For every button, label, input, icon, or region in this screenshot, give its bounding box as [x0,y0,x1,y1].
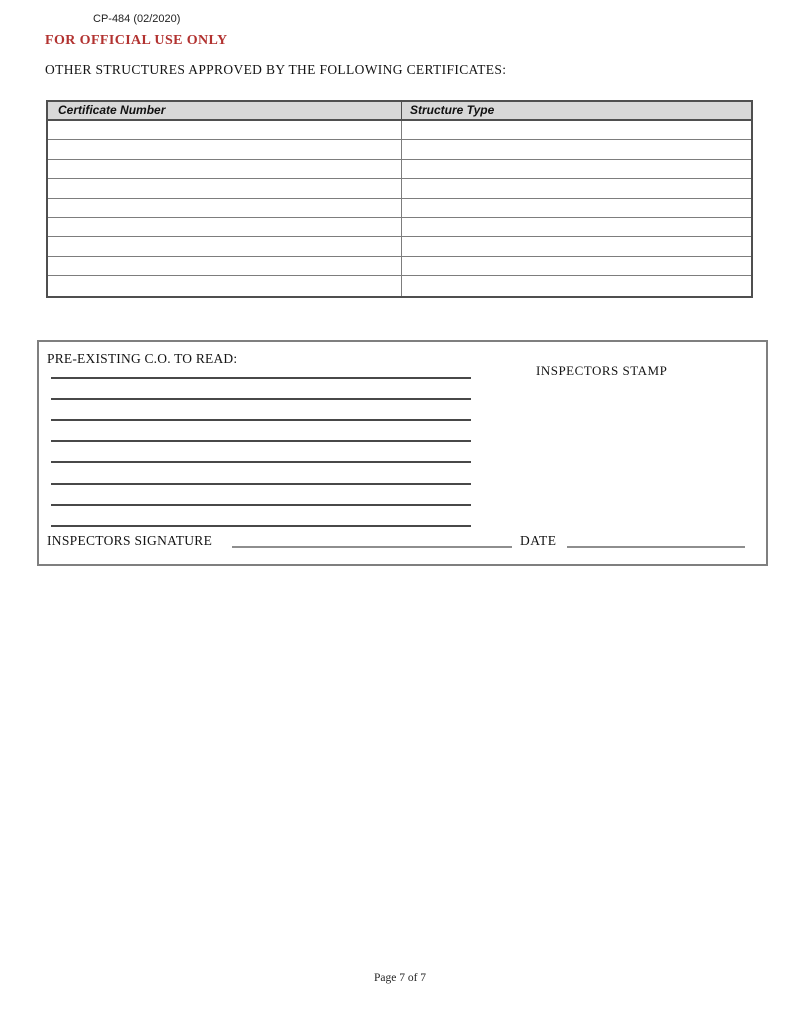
write-in-line [51,400,471,421]
table-row [48,121,751,140]
table-cell [402,237,751,255]
write-in-line [51,379,471,400]
write-in-line [51,442,471,463]
column-header-certificate-number: Certificate Number [48,102,402,119]
write-in-line [51,358,471,379]
write-in-line [51,506,471,527]
table-row [48,237,751,256]
co-box-title: PRE-EXISTING C.O. TO READ: [47,351,238,366]
table-cell [402,179,751,197]
table-cell [402,257,751,275]
table-cell [48,218,402,236]
column-header-structure-type: Structure Type [410,103,495,117]
table-cell [48,237,402,255]
table-cell [402,121,751,139]
page-number: Page 7 of 7 [373,972,427,984]
table-cell [402,140,751,158]
inspectors-signature-label: INSPECTORS SIGNATURE [47,533,213,548]
write-in-line [51,421,471,442]
table-cell [48,160,402,178]
table-cell [402,218,751,236]
table-cell [48,179,402,197]
table-body [48,121,751,296]
table-row [48,218,751,237]
write-in-line [51,485,471,506]
certificates-table [46,100,753,298]
table-cell [48,257,402,275]
inspectors-stamp-label: INSPECTORS STAMP [536,363,668,378]
table-header-row [48,102,751,121]
table-cell [48,140,402,158]
table-row [48,257,751,276]
form-number: CP-484 (02/2020) [93,13,181,25]
co-write-in-lines [51,358,471,528]
table-row [48,140,751,159]
table-row [48,276,751,295]
classification-banner: FOR OFFICIAL USE ONLY [45,33,228,48]
table-cell [402,160,751,178]
date-label: DATE [520,533,557,548]
signature-blank-line [232,532,512,548]
table-row [48,199,751,218]
table-cell [402,276,751,295]
table-row [48,160,751,179]
table-row [48,179,751,198]
date-blank-line [567,532,745,548]
pre-existing-co-box [37,340,768,566]
table-cell [402,199,751,217]
table-cell [48,121,402,139]
write-in-line [51,463,471,484]
table-cell [48,276,402,295]
table-cell [48,199,402,217]
section-heading: OTHER STRUCTURES APPROVED BY THE FOLLOWING CERTIFICATES: [45,62,507,77]
